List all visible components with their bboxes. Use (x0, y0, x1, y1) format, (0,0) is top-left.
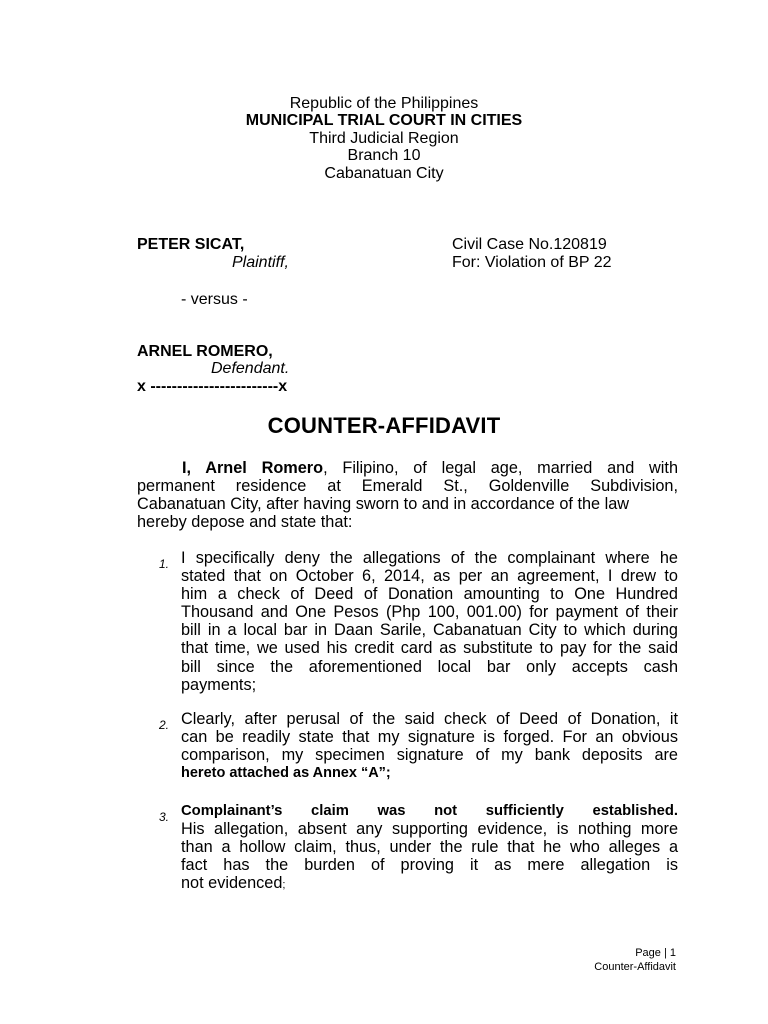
paragraph-line: than a hollow claim, thus, under the rule that he who alleges a (181, 838, 678, 857)
city-line: Cabanatuan City (324, 165, 444, 182)
document-title: COUNTER-AFFIDAVIT (267, 413, 501, 438)
item-number: 1. (159, 557, 170, 571)
defendant-role: Defendant. (211, 360, 290, 377)
case-number: Civil Case No.120819 (452, 236, 607, 253)
defendant-name: ARNEL ROMERO, (137, 343, 273, 360)
item-number: 2. (159, 718, 170, 732)
paragraph-line: fact has the burden of proving it as mere allegation is (181, 856, 678, 875)
paragraph-line: I specifically deny the allegations of the complainant where he (181, 549, 678, 567)
republic-line: Republic of the Philippines (289, 95, 479, 112)
numbered-paragraph-1 (181, 549, 678, 694)
intro-line-3: Cabanatuan City, after having sworn to and in accordance of the law (137, 495, 630, 514)
paragraph-line: payments; (181, 675, 257, 694)
plaintiff-role: Plaintiff, (232, 254, 289, 271)
paragraph-line: comparison, my specimen signature of my bank deposits are (181, 746, 678, 765)
versus-line: - versus - (181, 291, 248, 308)
paragraph-line: him a check of Deed of Donation amounting to One Hundred (181, 585, 678, 604)
judicial-region: Third Judicial Region (309, 130, 459, 147)
intro-line-4: hereby depose and state that: (137, 513, 353, 532)
affiant-name: I, Arnel Romero (182, 459, 324, 477)
intro-line-1: I, Arnel Romero, Filipino, of legal age, married and with (182, 459, 678, 477)
paragraph-line: Thousand and One Pesos (Php 100, 001.00) for payment of their (181, 603, 678, 622)
item-number: 3. (159, 810, 170, 824)
numbered-paragraph-2 (181, 710, 678, 782)
intro-paragraph (137, 459, 678, 531)
paragraph-line: that time, we used his credit card as substitute to pay for the said (181, 639, 678, 658)
paragraph-heading: Complainant’s claim was not sufficiently established. (181, 803, 678, 819)
paragraph-line: can be readily state that my signature is forged. For an obvious (181, 728, 678, 747)
annex-reference: hereto attached as Annex “A”; (181, 765, 391, 782)
numbered-paragraph-3 (181, 802, 678, 892)
case-subject: For: Violation of BP 22 (452, 254, 612, 271)
court-name: MUNICIPAL TRIAL COURT IN CITIES (245, 112, 523, 129)
paragraph-line: Clearly, after perusal of the said check of Deed of Donation, it (181, 710, 678, 728)
intro-line-2: permanent residence at Emerald St., Goldenville Subdivision, (137, 477, 678, 496)
paragraph-line: bill in a local bar in Daan Sarile, Cabanatuan City to which during (181, 621, 678, 640)
paragraph-line: stated that on October 6, 2014, as per an agreement, I drew to (181, 567, 678, 586)
page-number: Page | 1 (635, 947, 676, 959)
caption-separator: x ------------------------x (137, 378, 288, 395)
branch-line: Branch 10 (347, 147, 421, 164)
paragraph-line: not evidenced; (181, 874, 286, 893)
paragraph-line: bill since the aforementioned local bar only accepts cash (181, 657, 678, 676)
plaintiff-name: PETER SICAT, (137, 236, 245, 253)
paragraph-line: His allegation, absent any supporting evidence, is nothing more (181, 820, 678, 839)
footer-document-name: Counter-Affidavit (594, 961, 676, 973)
